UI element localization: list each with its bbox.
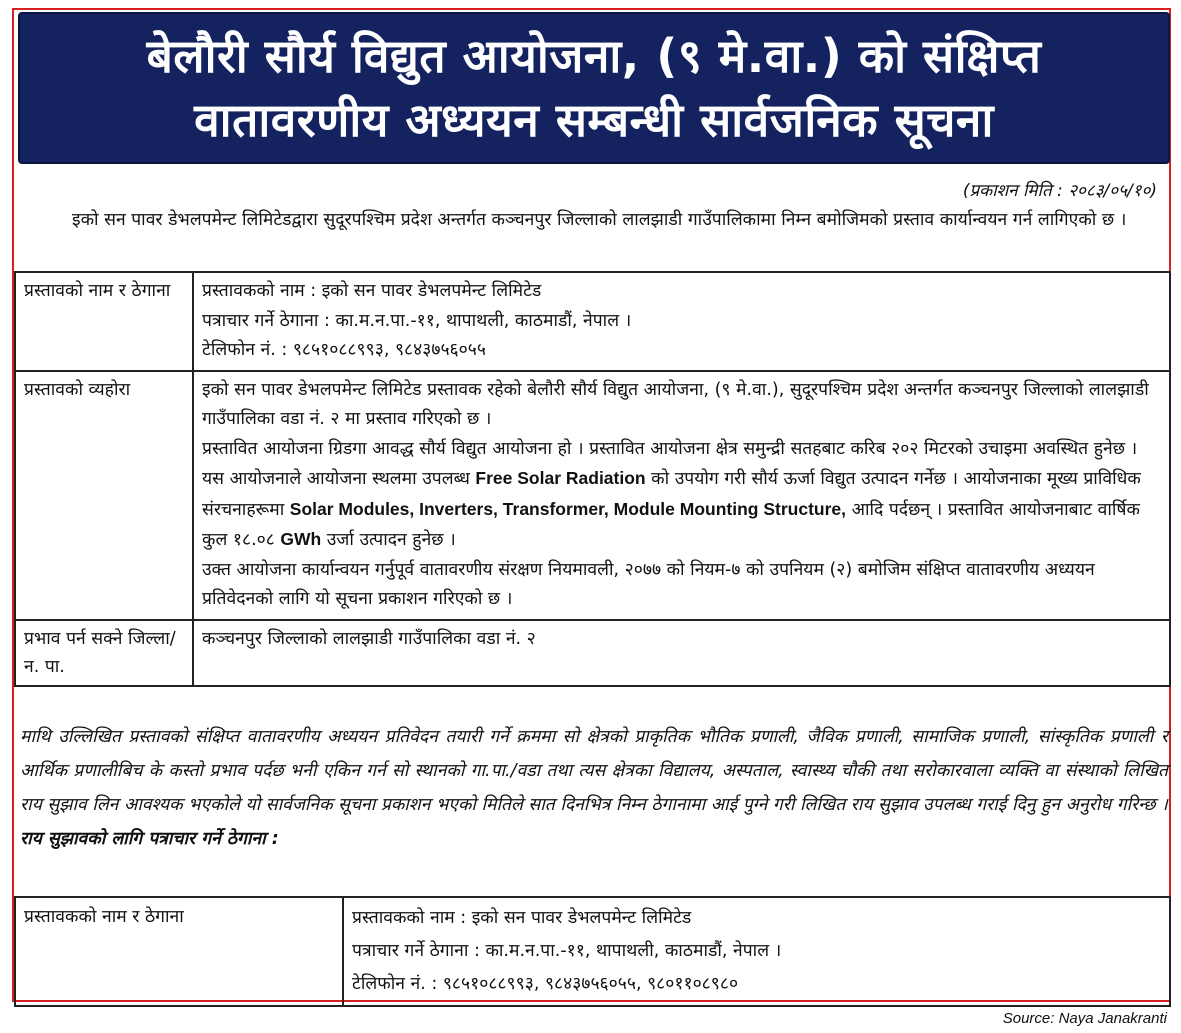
table-row [15, 371, 1170, 620]
para2-text-d: उर्जा उत्पादन हुनेछ । [321, 530, 456, 550]
contact-phone: टेलिफोन नं. : ९८५१०८८९९३, ९८४३७५६०५५, ९८०११०८९८० [352, 974, 739, 994]
para2-english-2: Solar Modules, Inverters, Transformer, Module Mounting Structure, [289, 498, 846, 519]
proposal-table [14, 271, 1171, 687]
contact-name: प्रस्तावकको नाम : इको सन पावर डेभलपमेन्ट लिमिटेड [352, 908, 692, 928]
source-credit: Source: Naya Janakranti [1002, 1010, 1167, 1027]
notice-title-banner [18, 12, 1170, 164]
contact-heading: राय सुझावको लागि पत्राचार गर्ने ठेगाना : [20, 829, 279, 849]
publication-date: (प्रकाशन मिति : २०८३/०५/१०) [962, 181, 1157, 201]
description-para-3: उक्त आयोजना कार्यान्वयन गर्नुपूर्व वातावरणीय संरक्षण नियमावली, २०७७ को नियम-७ को उपनियम (२) बमोजिम संक्षिप्त वातावरणीय अध्ययन प्रतिवेदनको लागि यो सूचना प्रकाशन गरिएको छ । [202, 559, 1095, 609]
contact-label: प्रस्तावकको नाम र ठेगाना [15, 897, 343, 1006]
table-row [15, 897, 1170, 1006]
contact-details [343, 897, 1170, 1006]
para2-english-3: GWh [280, 529, 322, 549]
request-body [20, 720, 1168, 856]
affected-area-value: कञ्चनपुर जिल्लाको लालझाडी गाउँपालिका वडा नं. २ [193, 620, 1170, 686]
intro-paragraph: इको सन पावर डेभलपमेन्ट लिमिटेडद्वारा सुदूरपश्चिम प्रदेश अन्तर्गत कञ्चनपुर जिल्लाको लालझाडी गाउँपालिकामा निम्न बमोजिमको प्रस्ताव कार्यान्वयन गर्न लागिएको छ । [72, 210, 1127, 230]
contact-address: पत्राचार गर्ने ठेगाना : का.म.न.पा.-११, थापाथली, काठमाडौं, नेपाल । [352, 941, 782, 961]
proposer-address: पत्राचार गर्ने ठेगाना : का.म.न.पा.-११, थापाथली, काठमाडौं, नेपाल । [202, 310, 632, 331]
description-para-2 [202, 435, 1161, 556]
description-para-1: इको सन पावर डेभलपमेन्ट लिमिटेड प्रस्तावक रहेको बेलौरी सौर्य विद्युत आयोजना, (९ मे.वा.), सुदूरपश्चिम प्रदेश अन्तर्गत कञ्चनपुर जिल्लाको लालझाडी गाउँपालिका वडा नं. २ मा प्रस्ताव गरिएको छ । [202, 379, 1149, 429]
para2-text-a: प्रस्तावित आयोजना ग्रिडगा आवद्ध सौर्य विद्युत आयोजना हो । प्रस्तावित आयोजना क्षेत्र समुन्द्री सतहबाट करिब २०२ मिटरको उचाइमा अवस्थित हुनेछ । यस आयोजनाले आयोजना स्थलमा उपलब्ध [202, 438, 1138, 489]
affected-area-label: प्रभाव पर्न सक्ने जिल्ला/ न. पा. [15, 620, 193, 686]
request-paragraph: माथि उल्लिखित प्रस्तावको संक्षिप्त वातावरणीय अध्ययन प्रतिवेदन तयारी गर्ने क्रममा सो क्षेत्रको प्राकृतिक भौतिक प्रणाली, जैविक प्रणाली, सामाजिक प्रणाली, सांस्कृतिक प्रणाली र आर्थिक प्रणालीबिच के कस्तो प्रभाव पर्दछ भनी एकिन गर्न सो स्थानको गा.पा./वडा तथा त्यस क्षेत्रका विद्यालय, अस्पताल, स्वास्थ्य चौकी तथा सरोकारवाला व्यक्ति वा संस्थाको लिखित राय सुझाव लिन आवश्यक भएकोले यो सार्वजनिक सूचना प्रकाशन भएको मितिले सात दिनभित्र निम्न ठेगानामा आई पुग्ने गरी लिखित राय सुझाव उपलब्ध गराई दिनु हुन अनुरोध गरिन्छ । [20, 727, 1168, 815]
proposer-label: प्रस्तावको नाम र ठेगाना [15, 272, 193, 371]
proposal-description-label: प्रस्तावको व्यहोरा [15, 371, 193, 620]
proposer-phone: टेलिफोन नं. : ९८५१०८८९९३, ९८४३७५६०५५ [202, 340, 486, 360]
proposal-description [193, 371, 1170, 620]
contact-table [14, 896, 1171, 1007]
para2-text-c: आदि पर्दछन् । प्रस्तावित आयोजनाबाट वार्षिक कुल १८.०८ [202, 499, 1140, 550]
para2-text-b: को उपयोग गरी सौर्य ऊर्जा विद्युत उत्पादन गर्नेछ । आयोजनाका मूख्य प्राविधिक संरचनाहरूमा [202, 469, 1141, 520]
table-row [15, 272, 1170, 371]
para2-english-1: Free Solar Radiation [475, 468, 646, 488]
proposer-name: प्रस्तावकको नाम : इको सन पावर डेभलपमेन्ट लिमिटेड [202, 281, 542, 301]
table-row [15, 620, 1170, 686]
proposer-details [193, 272, 1170, 371]
title-line-1: बेलौरी सौर्य विद्युत आयोजना, (९ मे.वा.) को संक्षिप्त [146, 29, 1042, 83]
title-line-2: वातावरणीय अध्ययन सम्बन्धी सार्वजनिक सूचना [194, 93, 994, 147]
